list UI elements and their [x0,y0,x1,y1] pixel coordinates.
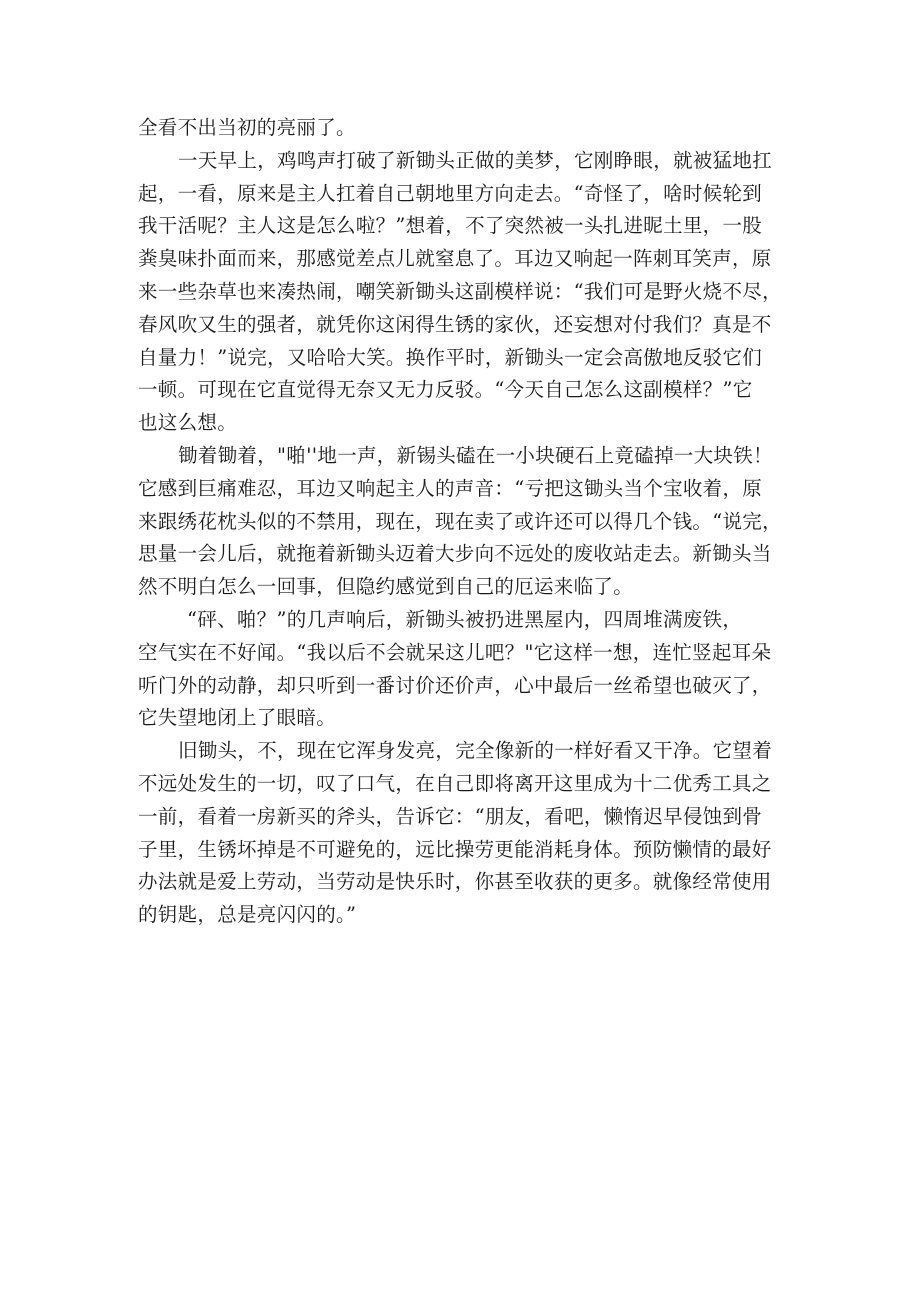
text-line: 子里，生锈坏掉是不可避免的，远比操劳更能消耗身体。预防懒情的最好 [138,837,772,861]
text-line: 办法就是爱上劳动，当劳动是快乐时，你甚至收获的更多。就像经常使用 [138,870,772,894]
text-line: 空气实在不好闻。“我以后不会就呆这儿吧？"它这样一想，连忙竖起耳朵 [138,640,772,664]
text-line: 粪臭味扑面而来，那感觉差点儿就窒息了。耳边又响起一阵刺耳笑声，原 [138,247,772,271]
text-line: 不远处发生的一切，叹了口气，在自己即将离开这里成为十二优秀工具之 [138,771,772,795]
text-line: 春风吹又生的强者，就凭你这闲得生锈的家伙，还妄想对付我们？真是不 [138,312,772,336]
text-line: 全看不出当初的亮丽了。 [138,116,356,139]
text-line: 思量一会儿后，就拖着新锄头迈着大步向不远处的废收站走去。新锄头当 [138,542,772,566]
text-line: 听门外的动静，却只听到一番讨价还价声，心中最后一丝希望也破灭了， [138,673,772,697]
text-line: 它感到巨痛难忍，耳边又响起主人的声音：“亏把这锄头当个宝收着，原 [138,476,763,500]
text-line: 我干活呢？主人这是怎么啦？”想着，不了突然被一头扎进昵土里，一股 [138,214,763,238]
text-line: 然不明白怎么一回事，但隐约感觉到自己的厄运来临了。 [138,575,634,599]
text-line: 一天早上，鸡鸣声打破了新锄头正做的美梦，它刚睁眼，就被猛地扛 [178,148,773,172]
text-line: 的钥匙，总是亮闪闪的。” [138,903,357,927]
text-line: 它失望地闭上了眼暗。 [138,706,337,730]
text-line: “砰、啪？”的几声响后，新锄头被扔进黑屋内，四周堆满废铁， [187,607,743,631]
text-line: 锄着锄着，"啪''地一声，新锡头磕在一小块硬石上竟磕掉一大块铁！ [178,443,773,467]
story-text [138,112,788,932]
text-line: 来一些杂草也来凑热闹，嘲笑新锄头这副模样说：“我们可是野火烧不尽， [138,279,782,303]
text-line: 也这么想。 [138,411,238,435]
text-line: 起，一看，原来是主人扛着自己朝地里方向走去。“奇怪了，啥时候轮到 [138,181,763,205]
text-line: 来跟绣花枕头似的不禁用，现在，现在卖了或许还可以得几个钱。“说完， [138,509,782,533]
text-line: 一前，看着一房新买的斧头，告诉它：“朋友，看吧，懒惰迟早侵蚀到骨 [138,804,763,828]
text-line: 自量力！”说完，又哈哈大笑。换作平时，新锄头一定会高傲地反驳它们 [138,345,763,369]
text-line: 一顿。可现在它直觉得无奈又无力反驳。“今天自己怎么这副模样？”它 [138,378,753,402]
text-line: 旧锄头，不，现在它浑身发亮，完全像新的一样好看又干净。它望着 [178,739,773,763]
